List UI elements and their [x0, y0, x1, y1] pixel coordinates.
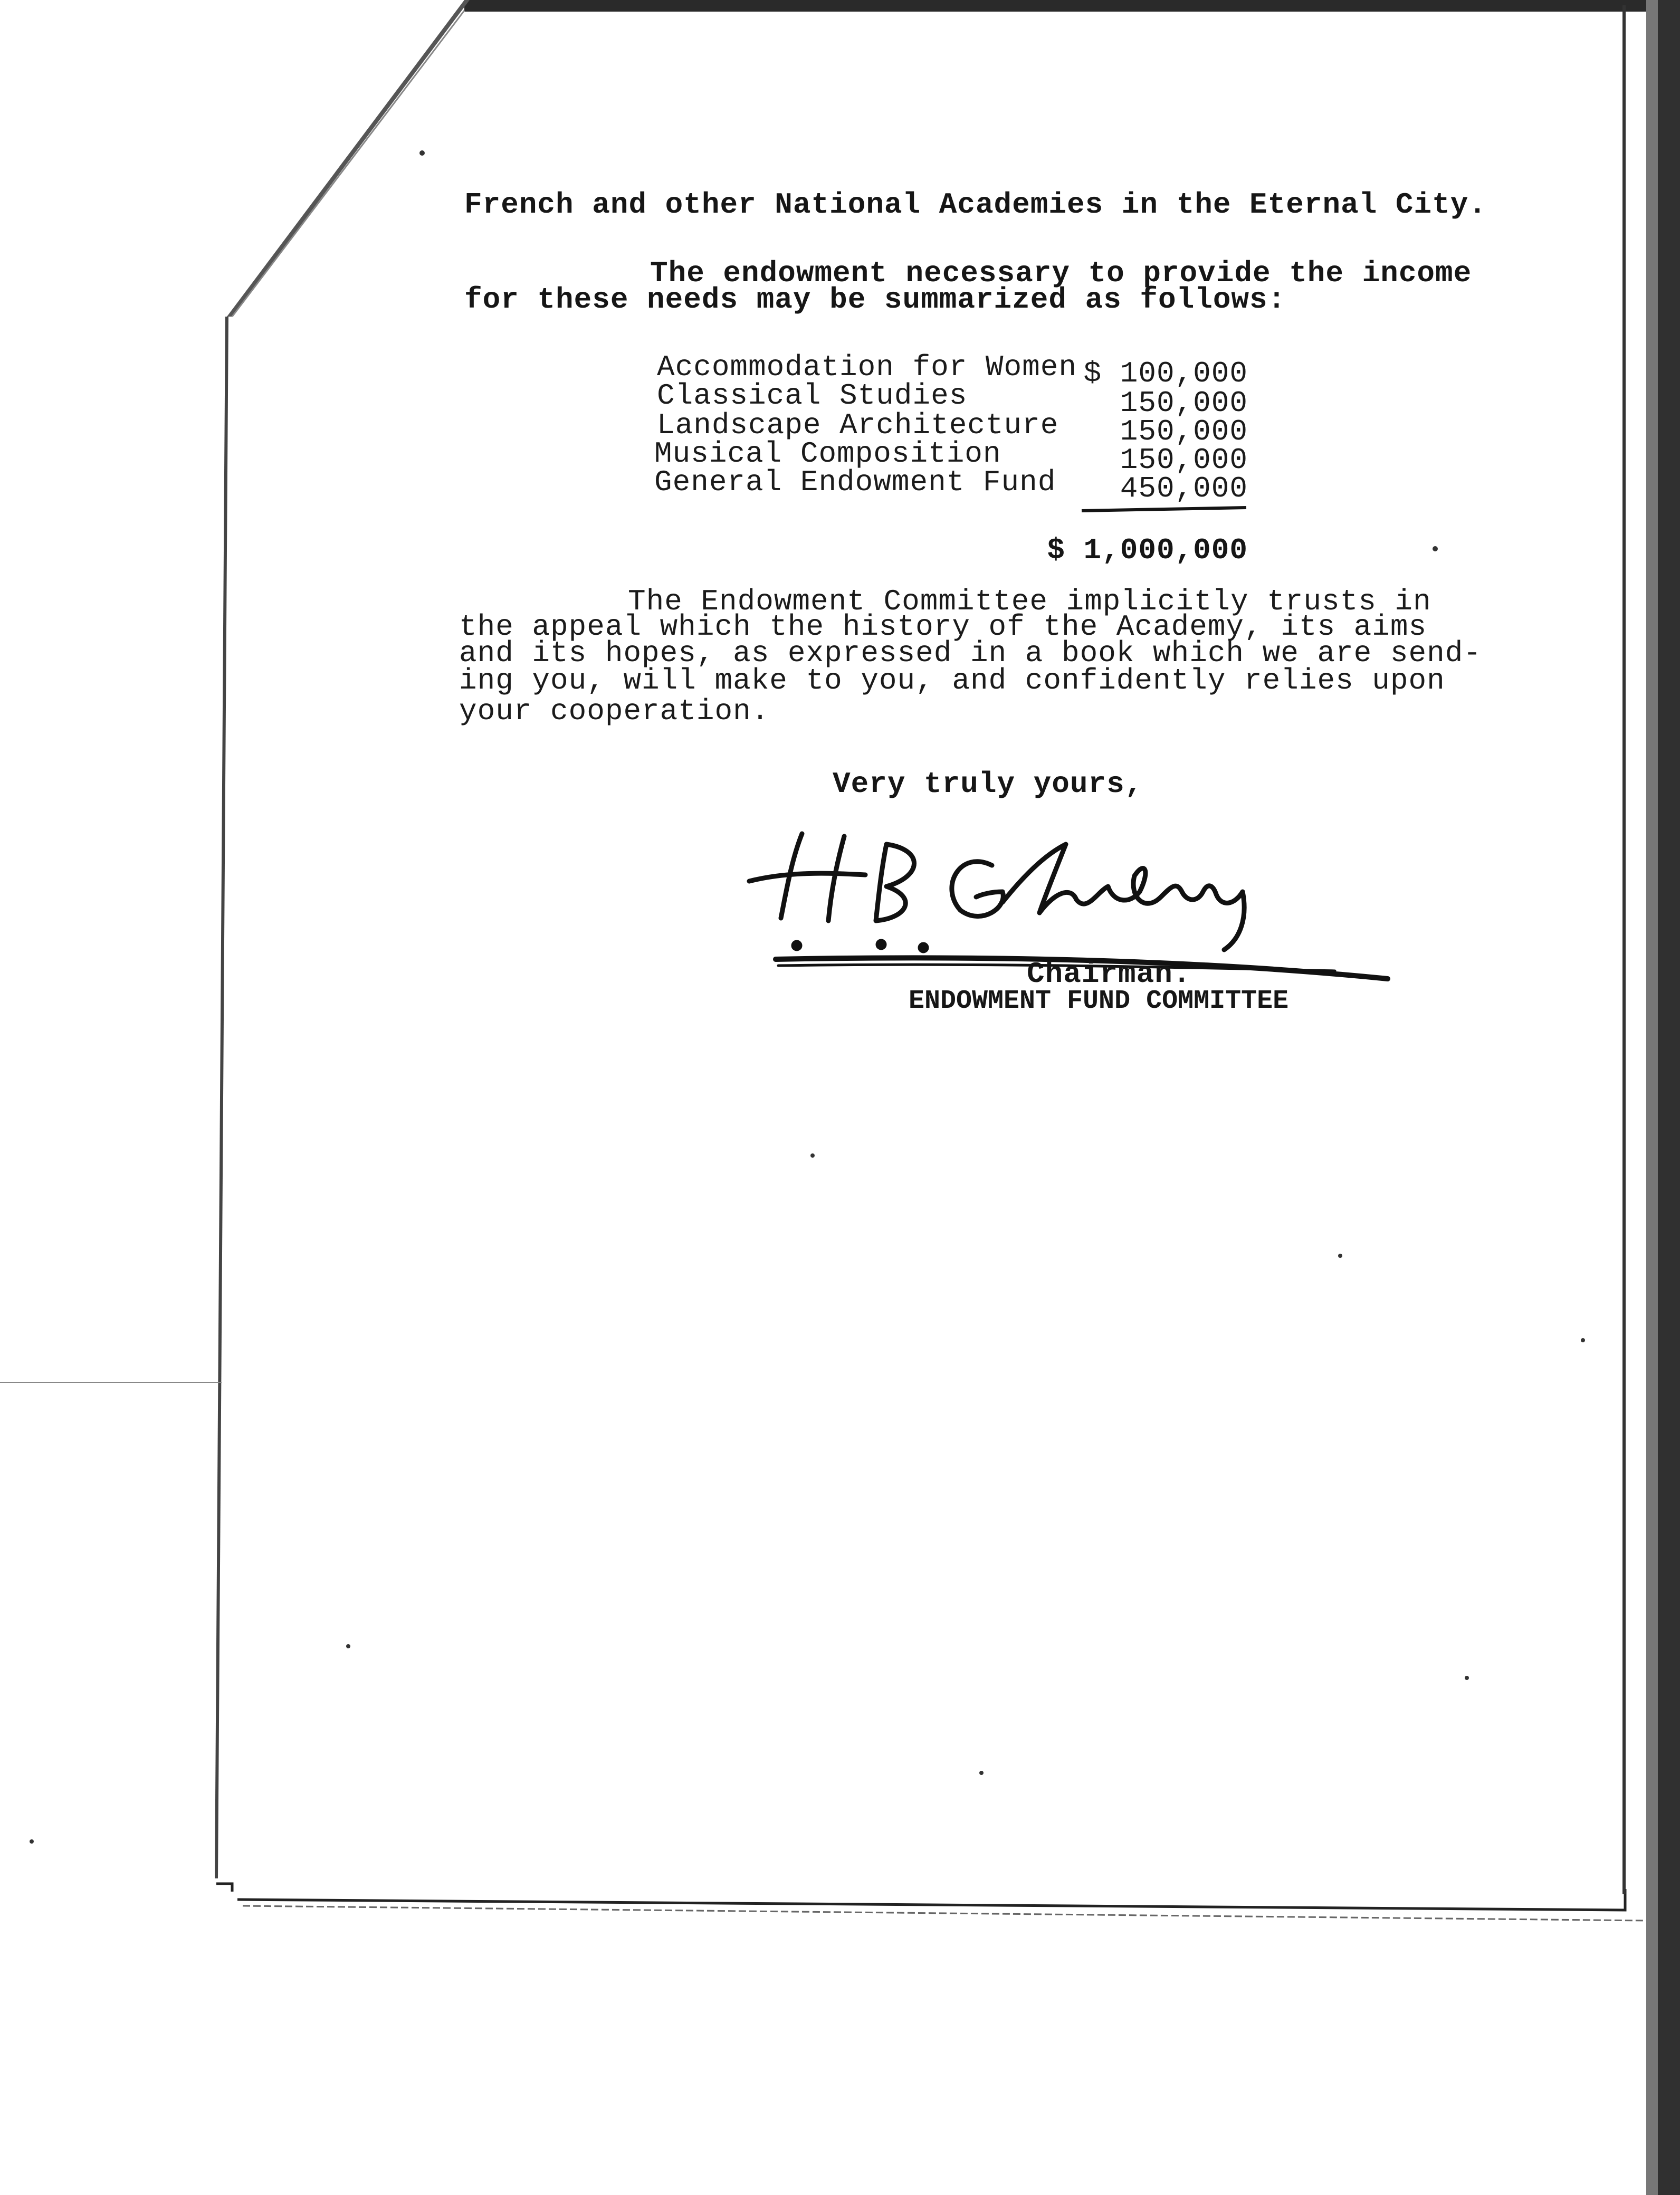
paragraph-1-line-1: The endowment necessary to provide the income — [650, 256, 1472, 290]
summary-total-amount: $ 1,000,000 — [1047, 533, 1248, 567]
summary-row-amount: 150,000 — [1120, 443, 1248, 477]
paragraph-1-line-2: for these needs may be summarized as follows: — [464, 283, 1286, 317]
summary-row-amount: 150,000 — [1120, 415, 1248, 448]
summary-row-amount: $ 100,000 — [1083, 357, 1248, 390]
paragraph-2-line-4: ing you, will make to you, and confidently relies upon — [459, 664, 1445, 698]
summary-row-label: Classical Studies — [657, 379, 968, 413]
paragraph-2-line-1: The Endowment Committee implicitly trusts in — [628, 585, 1431, 618]
summary-row-label: Accommodation for Women — [657, 350, 1077, 384]
summary-row-label: Landscape Architecture — [657, 408, 1059, 442]
paragraph-2-line-2: the appeal which the history of the Academy, its aims — [459, 610, 1427, 644]
paragraph-2-line-5: your cooperation. — [459, 694, 770, 728]
committee-name: ENDOWMENT FUND COMMITTEE — [909, 986, 1289, 1016]
summary-row-label: Musical Composition — [654, 437, 1001, 471]
summary-row-amount: 450,000 — [1120, 472, 1248, 505]
signer-title: Chairman. — [1027, 957, 1191, 991]
summary-row-amount: 150,000 — [1120, 386, 1248, 420]
summary-row-label: General Endowment Fund — [654, 465, 1056, 499]
paragraph-2-line-3: and its hopes, as expressed in a book which we are send- — [459, 636, 1482, 670]
closing: Very truly yours, — [833, 767, 1143, 801]
opening-line: French and other National Academies in the Eternal City. — [464, 188, 1487, 222]
